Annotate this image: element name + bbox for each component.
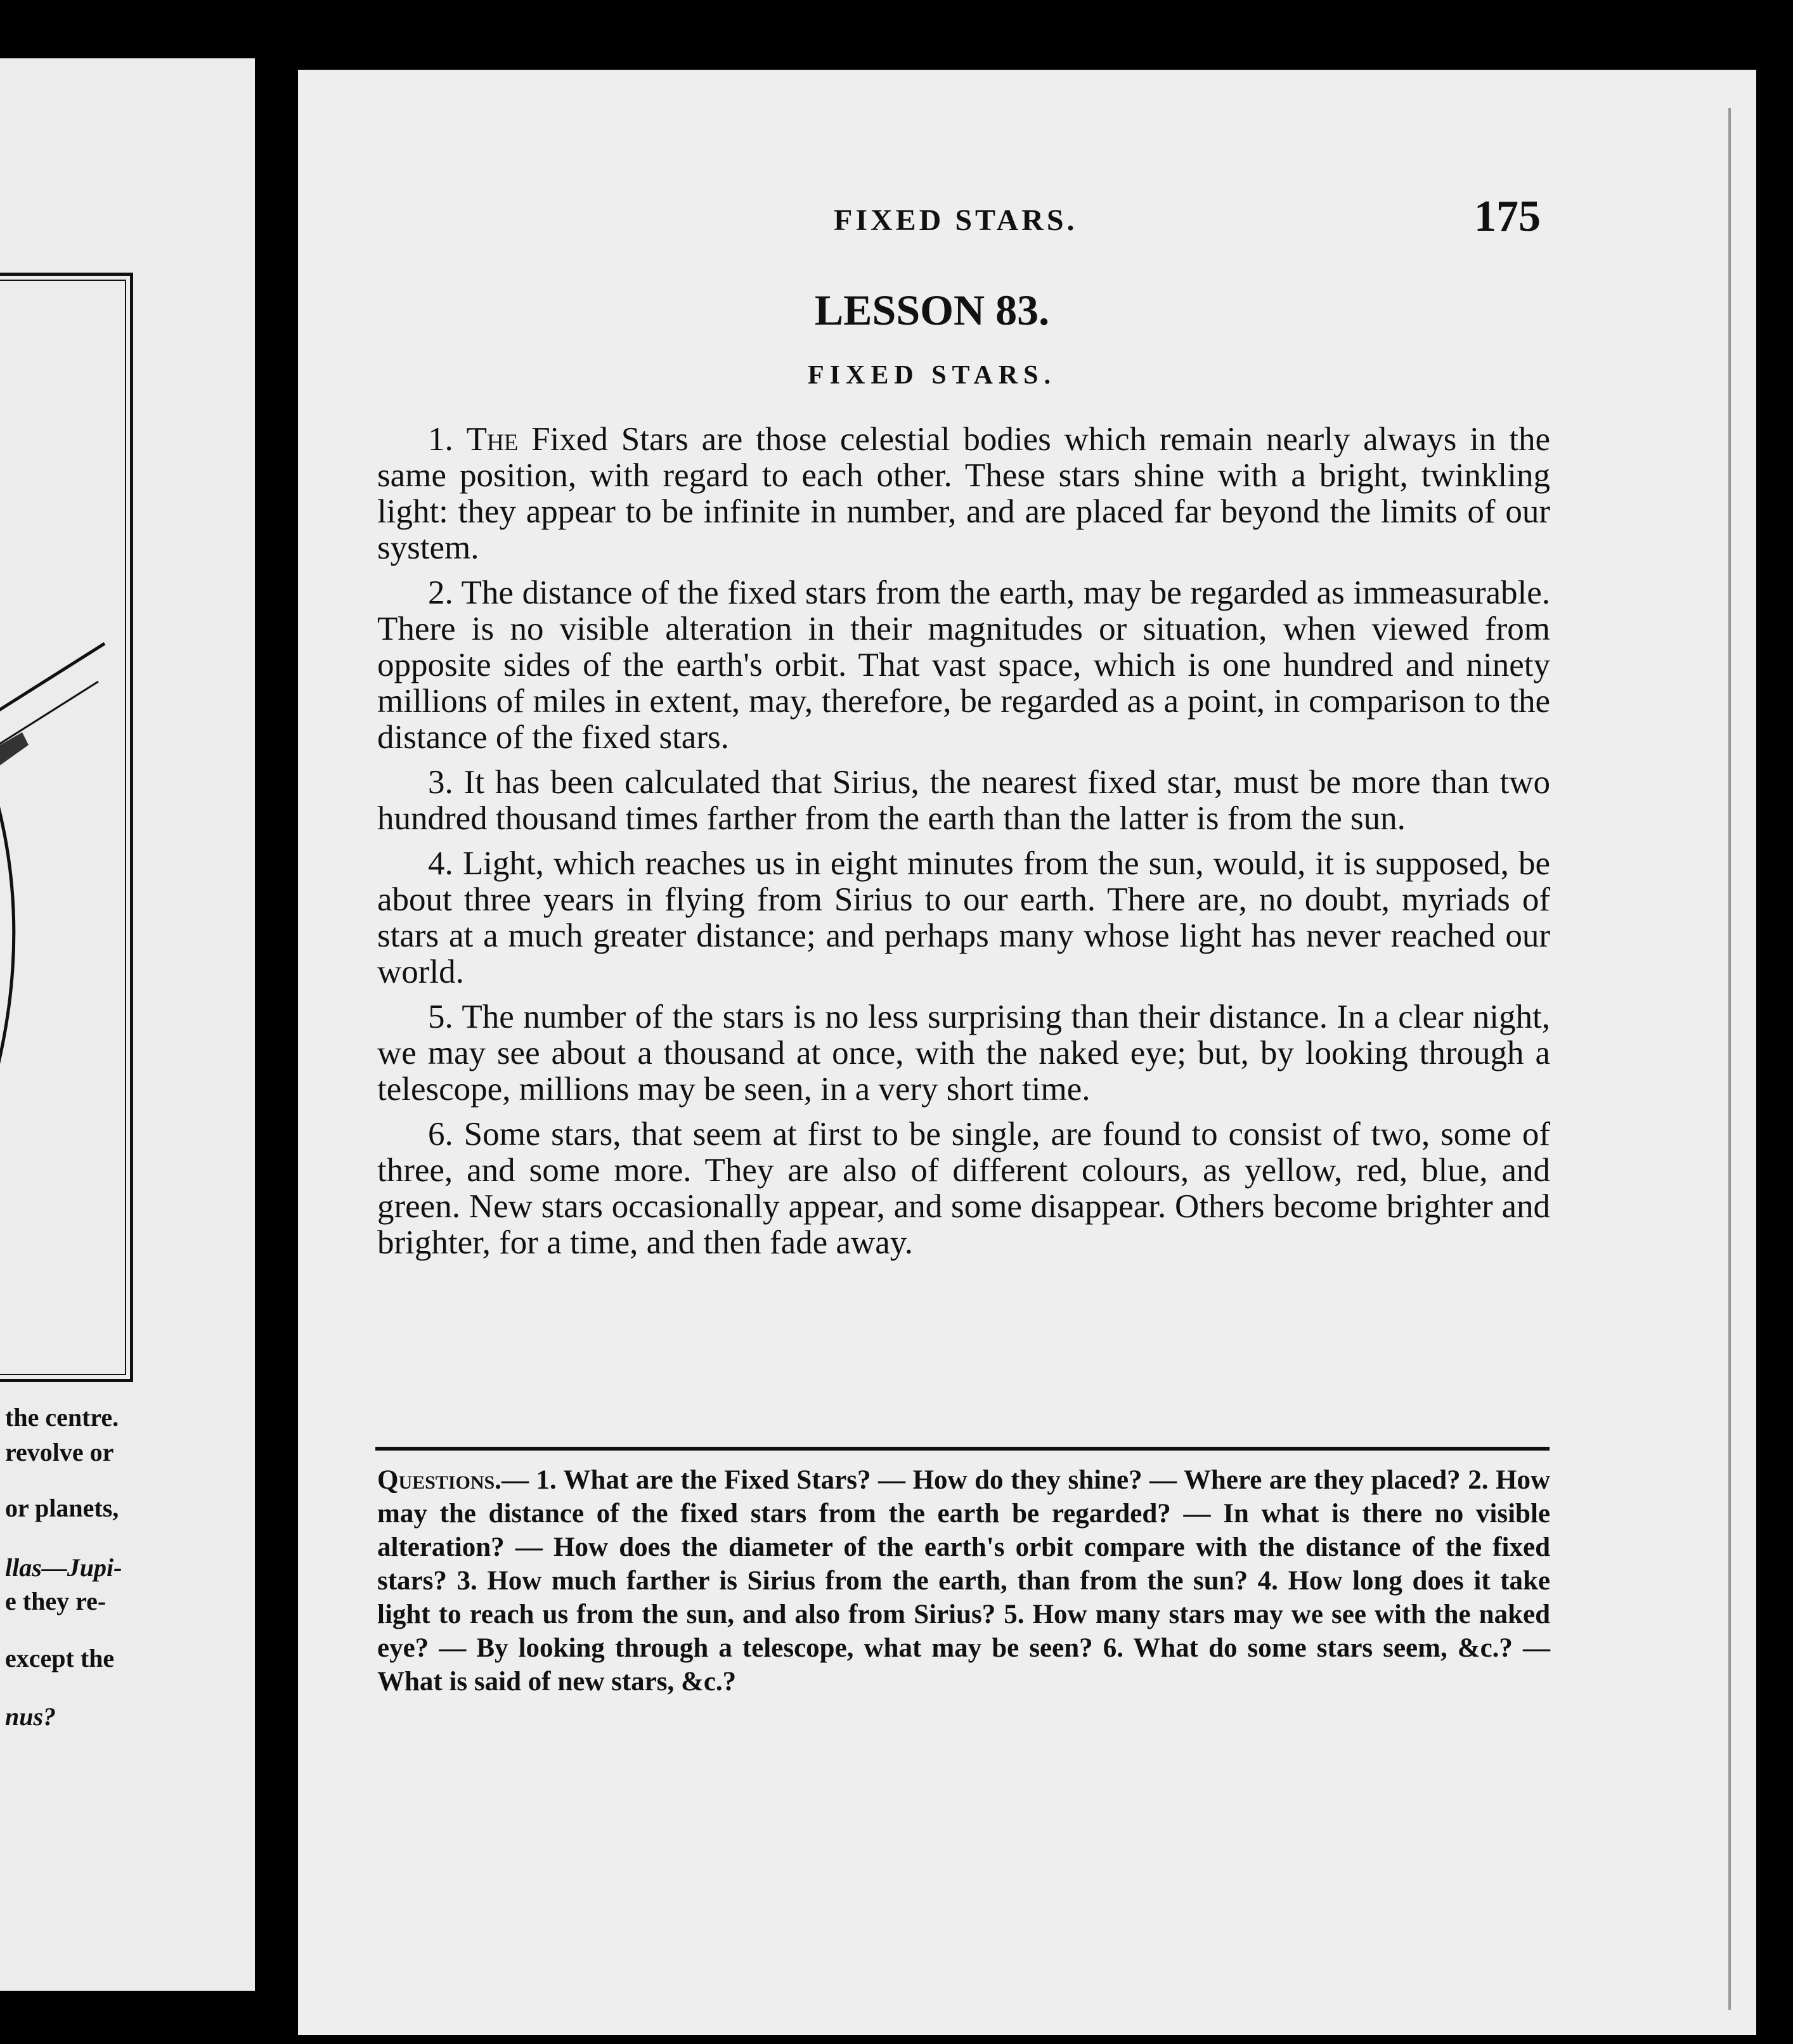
book-page: [298, 70, 1756, 2035]
questions-text: — 1. What are the Fixed Stars? — How do they shine? — Where are they placed? 2. How may the distance of the fixed stars from the earth be regarded? — In what is there no visible alteration? — How does the diameter of the earth's orbit compare with the distance of the fixed stars? 3. How much farther is Sirius from the earth, than from the sun? 4. How long does it take light to reach us from the sun, and also from Sirius? 5. How many stars may we see with the naked eye? — By looking through a telescope, what may be seen? 6. What do some stars seem, &c.? — What is said of new stars, &c.?: [377, 1465, 1550, 1697]
orbit-diagram: [0, 276, 130, 1379]
questions-block: [377, 1463, 1550, 1698]
left-caption-line: or planets,: [5, 1494, 119, 1522]
left-caption-line: the centre.: [5, 1403, 119, 1432]
left-caption-line: except the: [5, 1644, 115, 1672]
paragraph-number: 1.: [428, 421, 453, 458]
paragraph: [377, 575, 1550, 756]
paragraph-text: It has been calculated that Sirius, the nearest fixed star, must be more than two hundred thousand times farther from the earth than the latter is from the sun.: [377, 764, 1550, 837]
paragraph: [377, 422, 1550, 566]
paragraph: [377, 1116, 1550, 1261]
page-number: 175: [1474, 192, 1541, 241]
left-caption-line: revolve or: [5, 1438, 114, 1466]
paragraph-number: 2.: [428, 574, 453, 611]
previous-page: [0, 58, 255, 1991]
paragraph-number: 5.: [428, 999, 453, 1035]
questions-lead: Questions.: [377, 1465, 502, 1495]
paragraph: [377, 846, 1550, 990]
paragraph: [377, 765, 1550, 837]
illustration-frame: [0, 273, 133, 1382]
lesson-subtitle: FIXED STARS.: [808, 361, 1056, 390]
left-caption-line: nus?: [5, 1702, 56, 1731]
left-caption-line: e they re-: [5, 1587, 107, 1615]
section-divider: [375, 1447, 1550, 1451]
paragraph: [377, 999, 1550, 1108]
paragraph-text: Fixed Stars are those celestial bodies which remain nearly always in the same position, with regard to each other. These stars shine with a bright, twinkling light: they appear to be infinite in number, and are placed far beyond the limits of our system.: [377, 421, 1551, 566]
lesson-title: LESSON 83.: [814, 286, 1050, 334]
paragraph-text: The number of the stars is no less surprising than their distance. In a clear night, we may see about a thousand at once, with the naked eye; but, by looking through a telescope, millions may be seen, in a very short time.: [377, 999, 1550, 1108]
paragraph-text: Light, which reaches us in eight minutes from the sun, would, it is supposed, be about three years in flying from Sirius to our earth. There are, no doubt, myriads of stars at a much greater distance; and perhaps many whose light has never reached our world.: [377, 845, 1550, 990]
running-head: FIXED STARS.: [834, 204, 1078, 237]
paragraph-number: 4.: [428, 845, 453, 882]
lesson-body: [377, 422, 1550, 1270]
paragraph-number: 3.: [428, 764, 453, 801]
paragraph-text: The distance of the fixed stars from the earth, may be regarded as immeasurable. There is no visible alteration in their magnitudes or situation, when viewed from opposite sides of the earth's orbit. That vast space, which is one hundred and ninety millions of miles in extent, may, therefore, be regarded as a point, in comparison to the distance of the fixed stars.: [377, 574, 1550, 756]
paragraph-lead: The: [466, 421, 519, 458]
paragraph-number: 6.: [428, 1116, 453, 1153]
left-caption-line: llas—Jupi-: [5, 1553, 122, 1582]
paragraph-text: Some stars, that seem at first to be single, are found to consist of two, some of three, and some more. They are also of different colours, as yellow, red, blue, and green. New stars occasionally appear, and some disappear. Others become brighter and brighter, for a time, and then fade away.: [377, 1116, 1550, 1261]
